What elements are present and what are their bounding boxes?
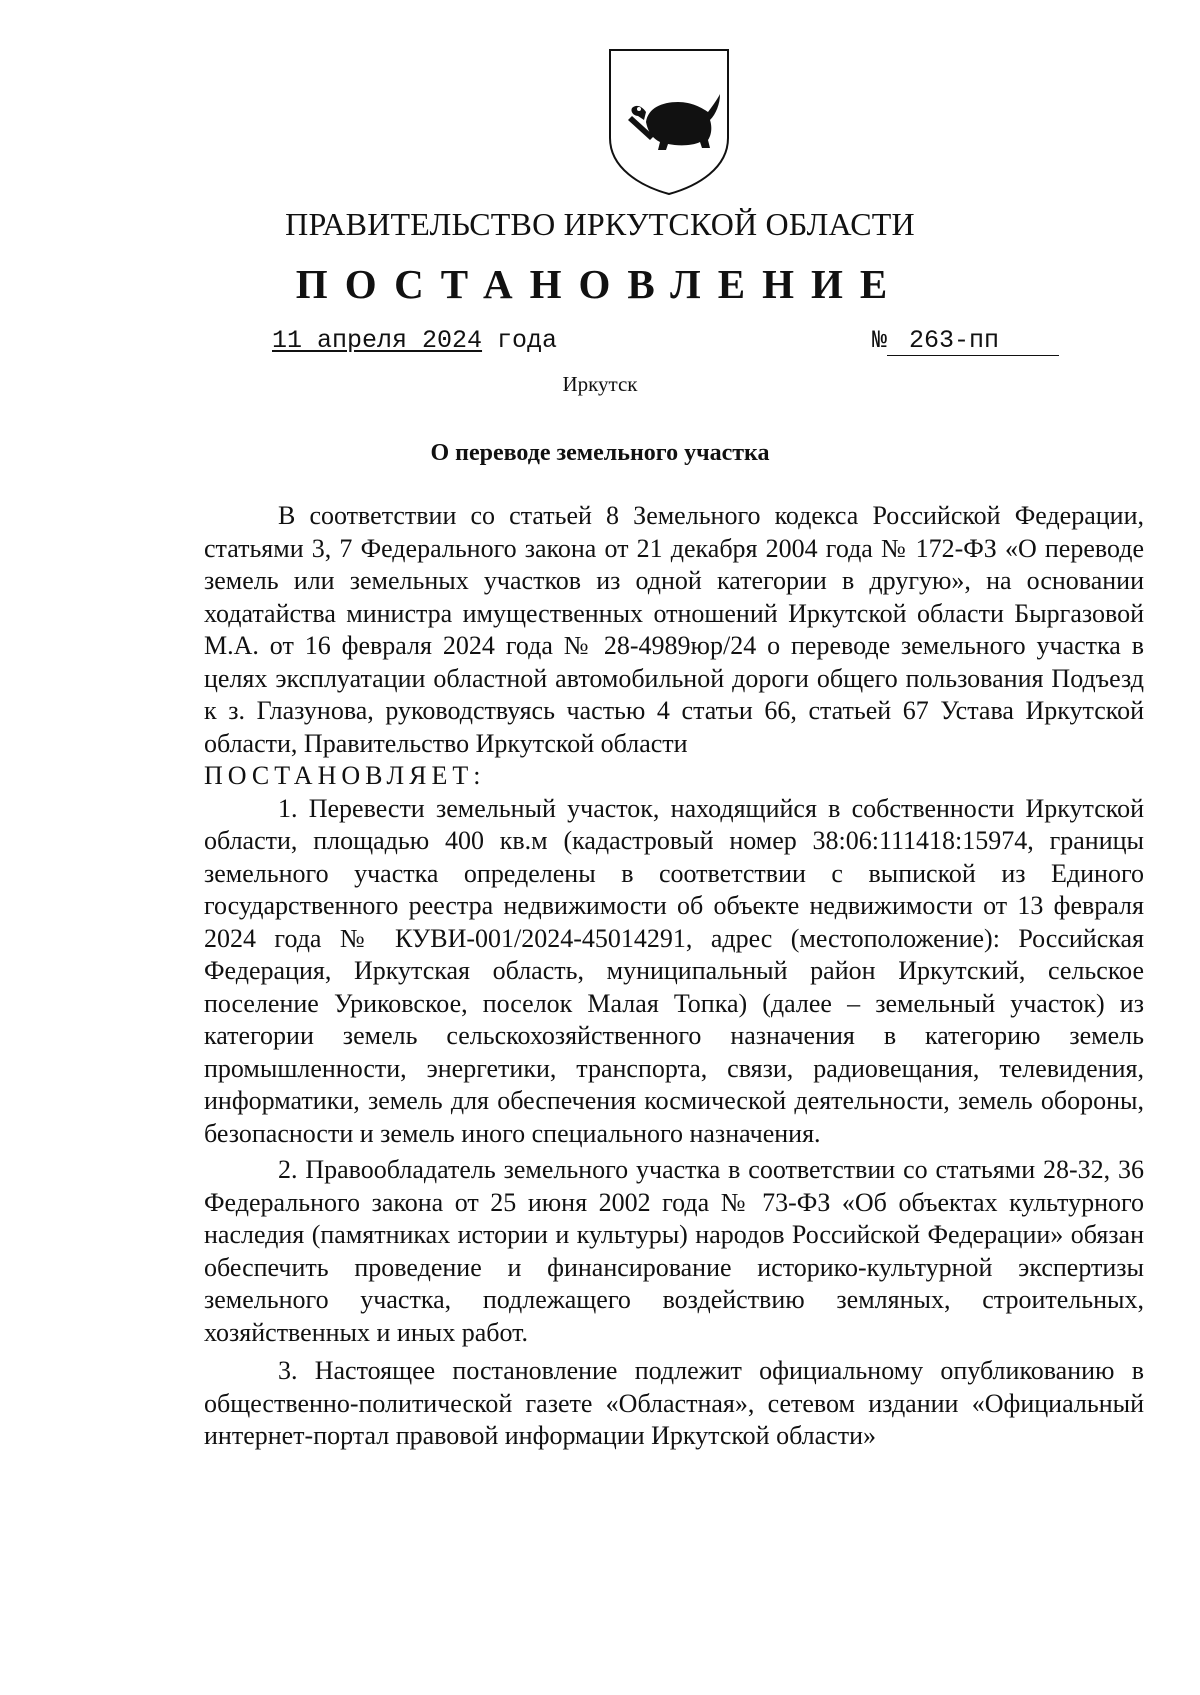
issue-city: Иркутск bbox=[562, 372, 638, 396]
item-1-paragraph: 1. Перевести земельный участок, находящийся в собственности Иркутской области, площадью 400 кв.м (кадастровый номер 38:06:111418:15974, границы земельного участка определены в соответствии с выпиской из Единого государственного реестра недвижимости об объекте недвижимости от 13 февраля 2024 года № КУВИ-001/2024-45014291, адрес (местоположение): Российская Федерация, Иркутская область, муниципальный район Иркутский, сельское поселение Уриковское, поселок Малая Топка) (далее – земельный участок) из категории земель сельскохозяйственного назначения в категорию земель промышленности, энергетики, транспорта, связи, радиовещания, телевидения, информатики, земель для обеспечения космической деятельности, земель обороны, безопасности и земель иного специального назначения. bbox=[204, 793, 1144, 1148]
document-type: ПОСТАНОВЛЕНИЕ bbox=[295, 261, 905, 307]
date-suffix: года bbox=[482, 326, 558, 355]
document-date-line bbox=[272, 326, 557, 355]
preamble-paragraph: В соответствии со статьей 8 Земельного кодекса Российской Федерации, статьями 3, 7 Федерального закона от 21 декабря 2004 года № 172-ФЗ «О переводе земель или земельных участков из одной категории в другую», на основании ходатайства министра имущественных отношений Иркутской области Быргазовой М.А. от 16 февраля 2024 года № 28-4989юр/24 о переводе земельного участка в целях эксплуатации областной автомобильной дороги общего пользования Подъезд к з. Глазунова, руководствуясь частью 4 статьи 66, статьей 67 Устава Иркутской области, Правительство Иркутской области bbox=[204, 501, 1144, 758]
resolves-heading: ПОСТАНОВЛЯЕТ: bbox=[204, 761, 486, 790]
government-title: ПРАВИТЕЛЬСТВО ИРКУТСКОЙ ОБЛАСТИ bbox=[285, 206, 915, 242]
item-3-paragraph: 3. Настоящее постановление подлежит официальному опубликованию в общественно-политической газете «Областная», сетевом издании «Официальный интернет-портал правовой информации Иркутской области» bbox=[204, 1356, 1144, 1450]
number-sign: № bbox=[872, 326, 888, 355]
item-2-paragraph: 2. Правообладатель земельного участка в соответствии со статьями 28-32, 36 Федерального закона от 25 июня 2002 года № 73-ФЗ «Об объектах культурного наследия (памятниках истории и культуры) народов Российской Федерации» обязан обеспечить проведение и финансирование историко-культурной экспертизы земельного участка, подлежащего воздействию земляных, строительных, хозяйственных и иных работ. bbox=[204, 1155, 1144, 1347]
document-subject: О переводе земельного участка bbox=[430, 440, 770, 466]
document-number: 263-пп bbox=[887, 327, 1059, 356]
irkutsk-coat-of-arms bbox=[606, 46, 732, 196]
document-date: 11 апреля 2024 bbox=[272, 326, 483, 355]
document-number-line bbox=[872, 326, 1059, 356]
document-body bbox=[204, 500, 1144, 1453]
